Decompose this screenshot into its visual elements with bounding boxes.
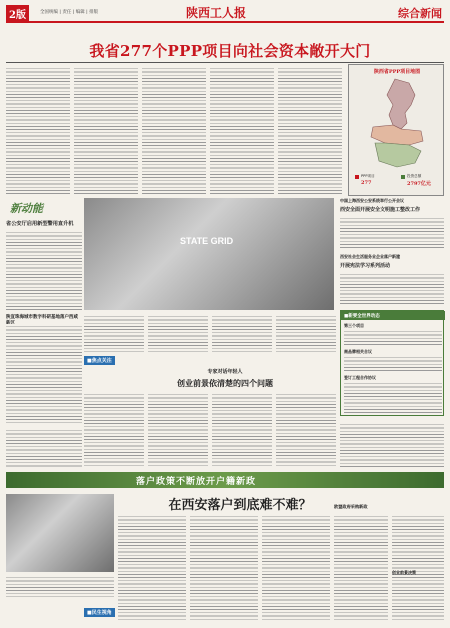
story2-title: 陕宣珠海城市数字科研基地落户西咸 [6,315,78,320]
banner-text: 落户政策不断放开户籍新政 [136,477,257,487]
map-legend-dot-2 [401,175,405,179]
stat1-label: PPP项目 [361,174,375,178]
stat2-label: 投资总额 [407,174,422,178]
left-col-lower [6,428,82,468]
policy-banner [6,472,444,488]
bottom-photo-caption [6,575,114,597]
masthead [6,4,444,20]
story11-col2 [148,392,208,468]
story3-title: 中国上海西安公安系统举行公开会议 [340,198,404,203]
story11-col1 [84,392,144,468]
map-north [387,79,415,129]
story6-body [340,272,444,306]
story7-title: 创业前景决策 [392,570,416,575]
stat1-value: 277 [361,180,372,186]
ppp-article-col1 [6,66,70,196]
story11-col4 [276,392,336,468]
state-grid-logo: STATE GRID [180,236,234,246]
photo-caption-2 [148,314,208,352]
photo-caption-4 [276,314,336,352]
bottom-col5 [392,514,444,622]
story1-body [6,230,82,310]
bottom-photo [6,494,114,572]
panel-item-3: 签订工程合作协议 [344,375,376,380]
masthead-meta: 全国统编 | 责任 | 编辑 | 排版 [40,10,99,15]
shaanxi-map [365,77,429,169]
focus-label: ■焦点关注 [84,356,115,365]
ppp-article-col2 [74,66,138,196]
panel-item-2: 商品牌相关合议 [344,349,372,354]
stat2-value: 2797亿元 [407,181,431,187]
map-title: 陕西省PPP项目地图 [373,69,421,75]
right-col-lower [340,422,444,468]
story4-body [340,216,444,250]
bottom-col2 [190,514,258,622]
story5-title: 西安社会生活服务业企业落户新建 [340,254,400,259]
story9-title: 在西安落户到底难不难？ [168,498,312,513]
story11-col3 [212,392,272,468]
panel-item-1: 第三个项目 [344,323,364,328]
story10-title: 专家对话年轻人 [207,369,243,375]
story6-title: 开展宪法学习系列活动 [340,263,391,269]
ppp-article-col4 [210,66,274,196]
story8-title: 欧盟政府采购新政 [334,504,368,509]
paper-name: 陕西工人报 [186,6,247,20]
map-south [375,143,421,167]
photo-caption-3 [212,314,272,352]
story11-title: 创业前景依清楚的四个问题 [177,378,273,388]
section-name: 综合新闻 [398,7,442,20]
ppp-article-col3 [142,66,206,196]
map-legend-dot-1 [355,175,359,179]
photo-caption-1 [84,314,144,352]
panel-item-1-body [344,329,442,345]
panel-item-2-body [344,355,442,371]
story1-title: 省公安厅启用新型警用直升机 [6,221,74,227]
right-column [340,198,444,418]
page-number: 2版 [6,5,29,22]
livelihood-label: ■民生视角 [84,608,115,617]
bottom-col4 [334,514,388,622]
ppp-article-col5 [278,66,342,196]
headline-rule [6,62,444,63]
bottom-col1 [118,514,186,622]
story2-body [6,324,82,424]
right-panel-title: ■新要全世界动态 [341,311,445,320]
story4-title: 西安全面开展安全文明施工整改工作 [340,207,421,213]
masthead-rule [6,21,444,23]
ppp-map-box [348,64,444,196]
map-central [371,125,423,145]
main-headline: 我省277个PPP项目向社会资本敞开大门 [89,42,371,60]
right-panel-box [340,310,444,416]
panel-item-3-body [344,381,442,413]
bottom-col3 [262,514,330,622]
new-energy-label: 新动能 [10,202,43,215]
